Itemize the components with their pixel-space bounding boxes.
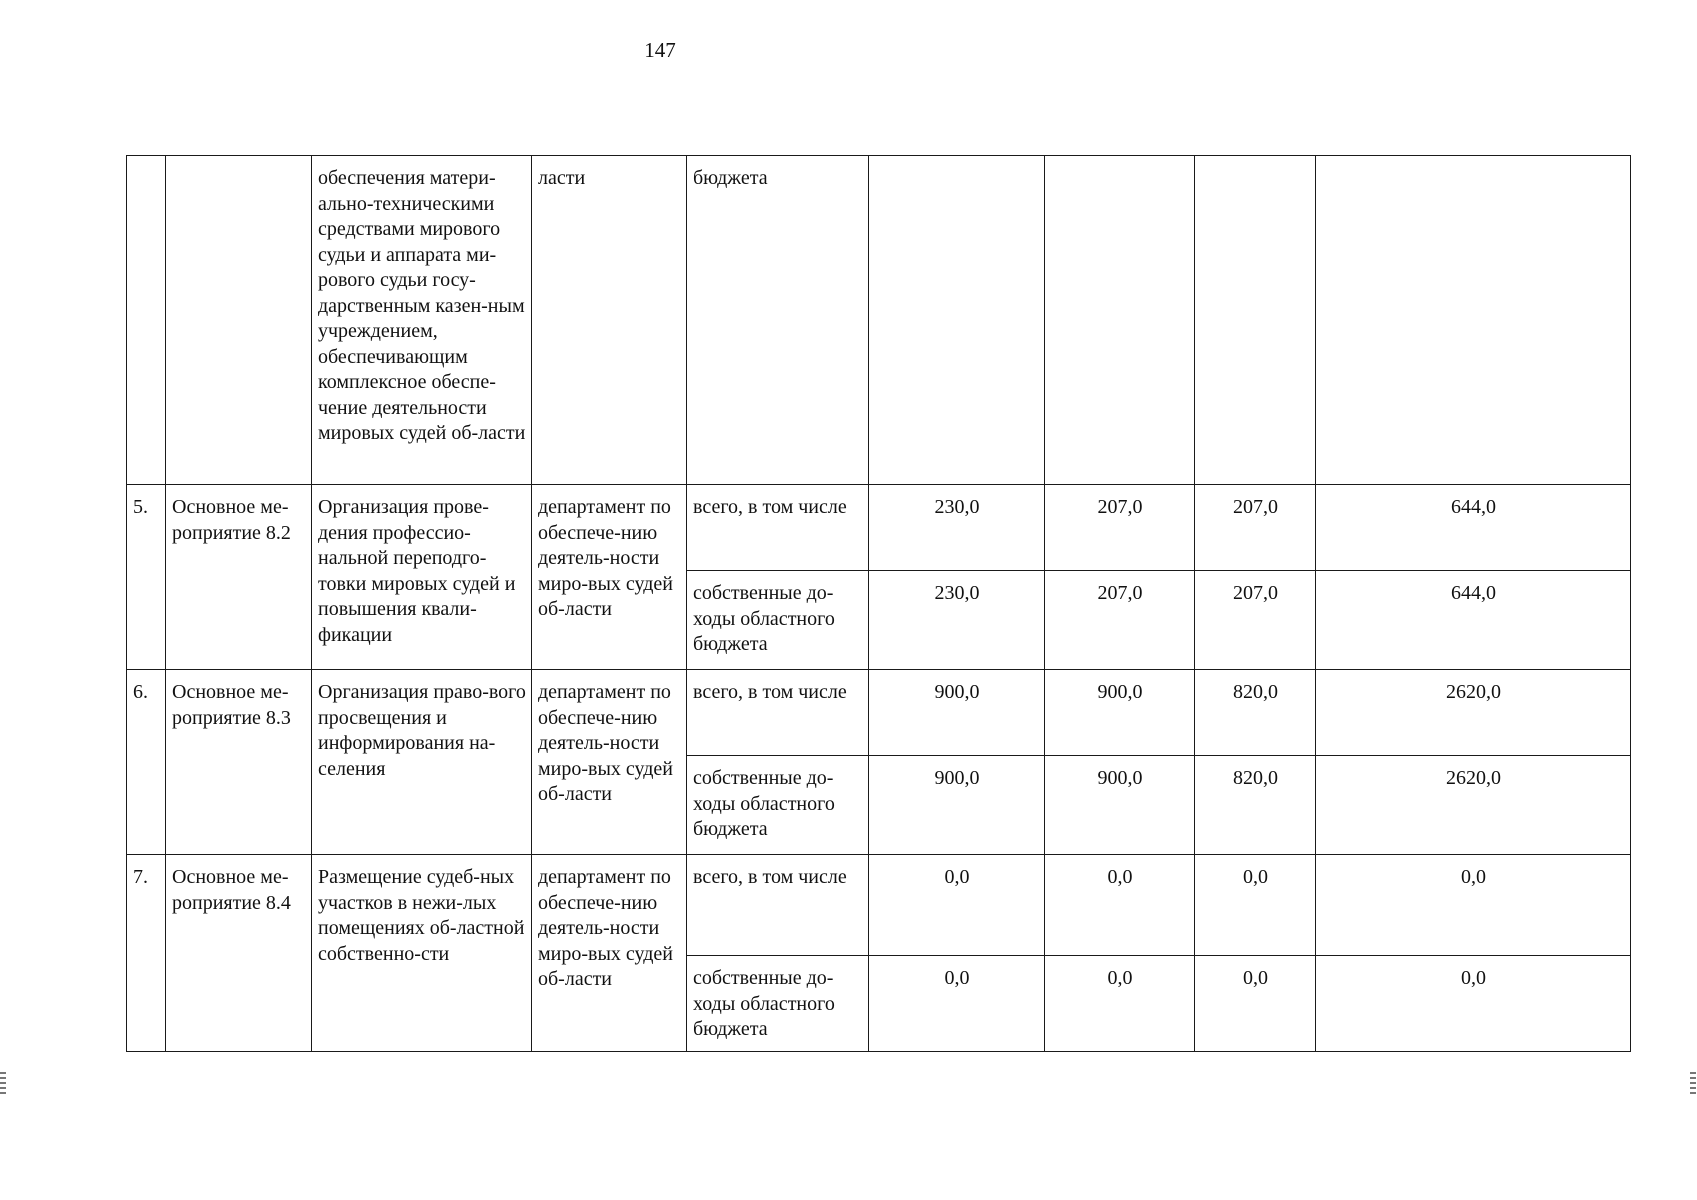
funding-source-cell: бюджета bbox=[687, 156, 869, 485]
executor-cell: департамент по обеспече-нию деятель-ности миро-вых судей об-ласти bbox=[532, 485, 687, 670]
funding-source-cell: собственные до-ходы областного бюджета bbox=[687, 956, 869, 1052]
program-funding-table bbox=[126, 155, 1631, 1052]
year3-value-cell: 0,0 bbox=[1195, 855, 1316, 956]
year3-value-cell: 207,0 bbox=[1195, 571, 1316, 670]
event-cell: Основное ме-роприятие 8.4 bbox=[166, 855, 312, 1052]
executor-cell: департамент по обеспече-нию деятель-ности миро-вых судей об-ласти bbox=[532, 855, 687, 1052]
year1-value-cell: 230,0 bbox=[869, 485, 1045, 571]
table-row bbox=[127, 670, 1631, 756]
total-value-cell bbox=[1316, 156, 1631, 485]
total-value-cell: 2620,0 bbox=[1316, 670, 1631, 756]
total-value-cell: 644,0 bbox=[1316, 485, 1631, 571]
year1-value-cell: 0,0 bbox=[869, 855, 1045, 956]
row-number-cell: 6. bbox=[127, 670, 166, 855]
year2-value-cell: 207,0 bbox=[1045, 485, 1195, 571]
year2-value-cell: 207,0 bbox=[1045, 571, 1195, 670]
year2-value-cell: 900,0 bbox=[1045, 670, 1195, 756]
total-value-cell: 0,0 bbox=[1316, 855, 1631, 956]
year1-value-cell: 900,0 bbox=[869, 670, 1045, 756]
description-cell: Организация право-вого просвещения и информирования на-селения bbox=[312, 670, 532, 855]
funding-source-cell: собственные до-ходы областного бюджета bbox=[687, 756, 869, 855]
year1-value-cell bbox=[869, 156, 1045, 485]
page-number: 147 bbox=[644, 38, 676, 62]
year1-value-cell: 0,0 bbox=[869, 956, 1045, 1052]
continuation-row bbox=[127, 156, 1631, 485]
year3-value-cell: 0,0 bbox=[1195, 956, 1316, 1052]
description-cell: обеспечения матери-ально-техническими средствами мирового судьи и аппарата ми-рового судьи госу-дарственным казен-ным учреждением, обеспечивающим комплексное обеспе-чение деятельности мировых судей об-ласти bbox=[312, 156, 532, 485]
year3-value-cell: 820,0 bbox=[1195, 670, 1316, 756]
description-cell: Размещение судеб-ных участков в нежи-лых помещениях об-ластной собственно-сти bbox=[312, 855, 532, 1052]
year3-value-cell: 207,0 bbox=[1195, 485, 1316, 571]
event-cell bbox=[166, 156, 312, 485]
year2-value-cell: 900,0 bbox=[1045, 756, 1195, 855]
year2-value-cell: 0,0 bbox=[1045, 855, 1195, 956]
total-value-cell: 0,0 bbox=[1316, 956, 1631, 1052]
year2-value-cell bbox=[1045, 156, 1195, 485]
description-cell: Организация прове-дения профессио-нальной переподго-товки мировых судей и повышения квали-фикации bbox=[312, 485, 532, 670]
year2-value-cell: 0,0 bbox=[1045, 956, 1195, 1052]
year1-value-cell: 230,0 bbox=[869, 571, 1045, 670]
executor-cell: ласти bbox=[532, 156, 687, 485]
executor-cell: департамент по обеспече-нию деятель-ности миро-вых судей об-ласти bbox=[532, 670, 687, 855]
row-number-cell bbox=[127, 156, 166, 485]
scan-edge-mark bbox=[0, 1072, 6, 1094]
row-number-cell: 7. bbox=[127, 855, 166, 1052]
table-row bbox=[127, 855, 1631, 956]
funding-source-cell: всего, в том числе bbox=[687, 670, 869, 756]
event-cell: Основное ме-роприятие 8.2 bbox=[166, 485, 312, 670]
event-cell: Основное ме-роприятие 8.3 bbox=[166, 670, 312, 855]
total-value-cell: 644,0 bbox=[1316, 571, 1631, 670]
year1-value-cell: 900,0 bbox=[869, 756, 1045, 855]
table-row bbox=[127, 485, 1631, 571]
total-value-cell: 2620,0 bbox=[1316, 756, 1631, 855]
row-number-cell: 5. bbox=[127, 485, 166, 670]
funding-source-cell: всего, в том числе bbox=[687, 485, 869, 571]
scan-edge-mark bbox=[1690, 1072, 1696, 1094]
year3-value-cell: 820,0 bbox=[1195, 756, 1316, 855]
funding-source-cell: собственные до-ходы областного бюджета bbox=[687, 571, 869, 670]
year3-value-cell bbox=[1195, 156, 1316, 485]
funding-source-cell: всего, в том числе bbox=[687, 855, 869, 956]
